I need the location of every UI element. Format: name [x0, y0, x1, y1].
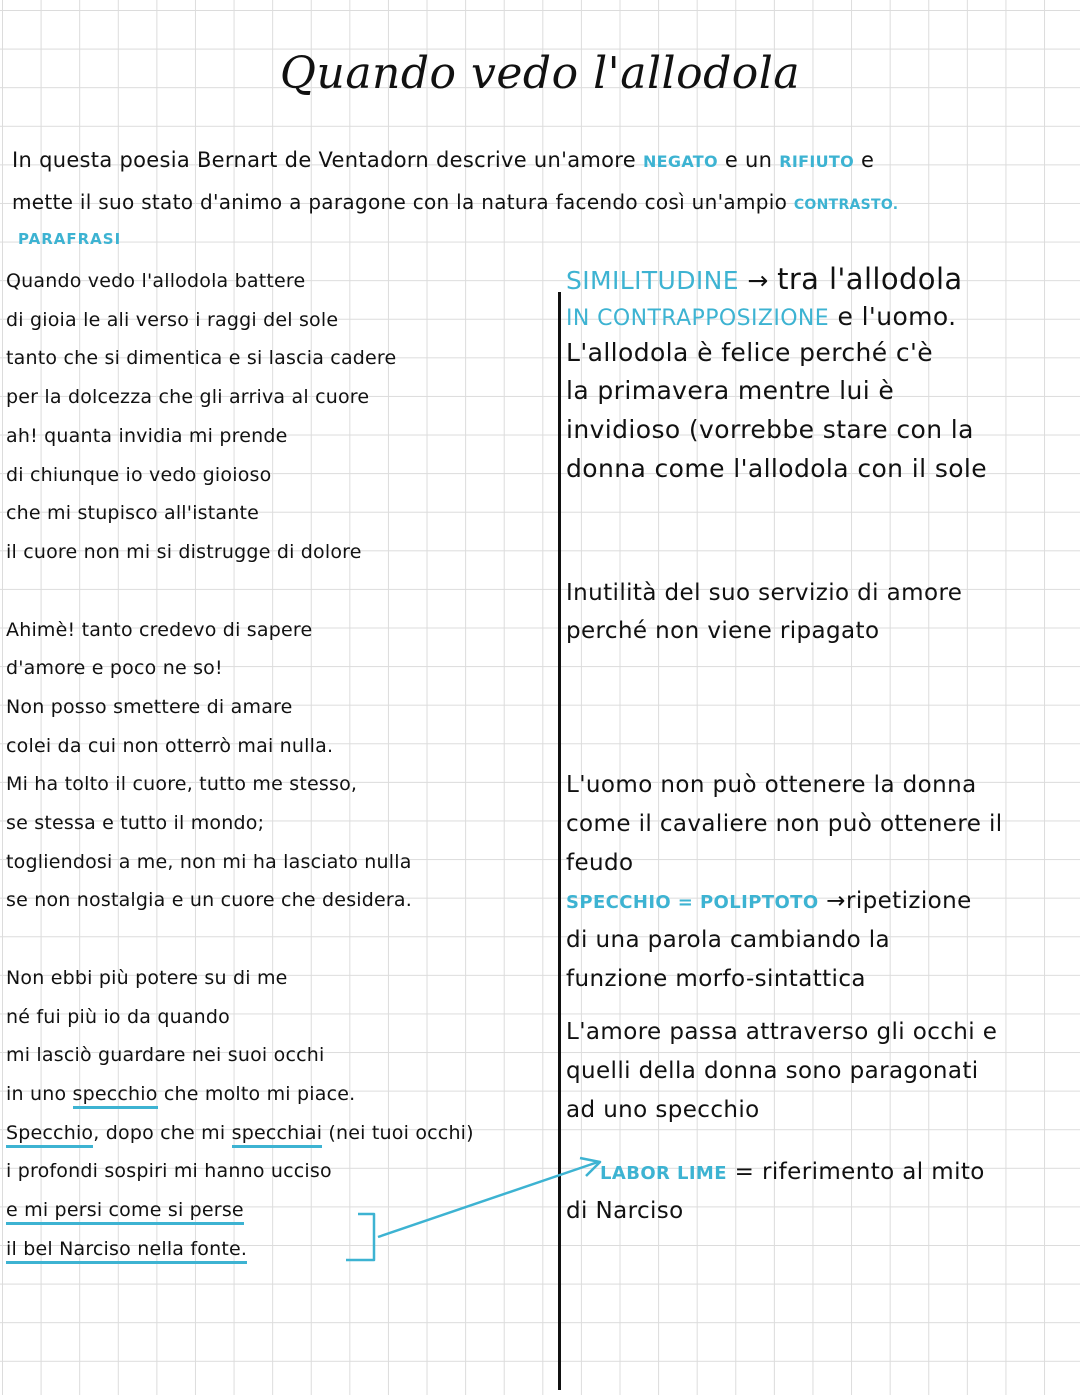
- poem-line: ah! quanta invidia mi prende: [6, 425, 288, 447]
- arrow-icon: →: [747, 266, 769, 295]
- note-text: = riferimento al mito: [726, 1159, 985, 1185]
- note-line: Inutilità del suo servizio di amore: [566, 580, 963, 606]
- keyword-contrasto: CONTRASTO.: [793, 197, 899, 213]
- specchio-label: SPECCHIO = POLIPTOTO: [566, 892, 819, 913]
- labor-lime-label: LABOR LIME: [600, 1163, 727, 1184]
- poem-text: in uno: [6, 1083, 73, 1105]
- contrapposizione-label: IN CONTRAPPOSIZIONE: [566, 306, 830, 331]
- poem-line: di gioia le ali verso i raggi del sole: [6, 309, 339, 331]
- poem-line: Quando vedo l'allodola battere: [6, 270, 306, 292]
- note-line: funzione morfo-sintattica: [566, 966, 866, 992]
- note-text: →ripetizione: [818, 888, 972, 914]
- poem-line: di chiunque io vedo gioioso: [6, 464, 272, 486]
- note-line: L'amore passa attraverso gli occhi e: [566, 1019, 998, 1045]
- poem-line: Ahimè! tanto credevo di sapere: [6, 619, 313, 641]
- underlined-line: e mi persi come si perse: [6, 1199, 244, 1225]
- poem-line: i profondi sospiri mi hanno ucciso: [6, 1160, 332, 1182]
- poem-line: mi lasciò guardare nei suoi occhi: [6, 1044, 325, 1066]
- note-line: la primavera mentre lui è: [566, 376, 895, 405]
- poem-line: né fui più io da quando: [6, 1006, 230, 1028]
- note-line: L'uomo non può ottenere la donna: [566, 772, 977, 798]
- poem-line: tanto che si dimentica e si lascia cadere: [6, 347, 397, 369]
- poem-line: Non posso smettere di amare: [6, 696, 293, 718]
- note-line: L'allodola è felice perché c'è: [566, 338, 934, 367]
- keyword-rifiuto: RIFIUTO: [779, 152, 855, 171]
- keyword-negato: NEGATO: [642, 152, 718, 171]
- note-line: come il cavaliere non può ottenere il: [566, 811, 1003, 837]
- poem-text: che molto mi piace.: [157, 1083, 356, 1105]
- similitudine-label: SIMILITUDINE: [566, 266, 739, 295]
- poem-line: il cuore non mi si distrugge di dolore: [6, 541, 362, 563]
- note-text: tra l'allodola: [777, 262, 963, 296]
- note-line: feudo: [566, 850, 634, 876]
- poem-line: Mi ha tolto il cuore, tutto me stesso,: [6, 773, 358, 795]
- intro-text: In questa poesia Bernart de Ventadorn descrive un'amore: [12, 148, 643, 172]
- intro-text: e un: [717, 148, 780, 172]
- intro-text: mette il suo stato d'animo a paragone con la natura facendo così un'ampio: [12, 190, 794, 214]
- note-line: donna come l'allodola con il sole: [566, 454, 988, 483]
- poem-line: che mi stupisco all'istante: [6, 502, 260, 524]
- underlined-word-specchio: specchio: [73, 1083, 158, 1109]
- intro-text: e: [854, 148, 875, 172]
- poem-line: Non ebbi più potere su di me: [6, 967, 288, 989]
- note-text: e l'uomo.: [837, 302, 957, 331]
- poem-line: se non nostalgia e un cuore che desidera.: [6, 889, 413, 911]
- underlined-word-specchiai: specchiai: [232, 1122, 323, 1148]
- note-line: di Narciso: [566, 1198, 684, 1224]
- note-line: di una parola cambiando la: [566, 927, 891, 953]
- poem-line: colei da cui non otterrò mai nulla.: [6, 735, 334, 757]
- note-line: quelli della donna sono paragonati: [566, 1058, 979, 1084]
- connector-arrow: [378, 1162, 598, 1237]
- note-line: perché non viene ripagato: [566, 618, 880, 644]
- underlined-line: il bel Narciso nella fonte.: [6, 1238, 247, 1264]
- underlined-word-specchio: Specchio: [6, 1122, 93, 1148]
- poem-line: d'amore e poco ne so!: [6, 657, 223, 679]
- poem-line: togliendosi a me, non mi ha lasciato nulla: [6, 851, 412, 873]
- bracket-mark: [346, 1214, 374, 1260]
- poem-text: (nei tuoi occhi): [322, 1122, 474, 1144]
- poem-line: per la dolcezza che gli arriva al cuore: [6, 386, 370, 408]
- parafrasi-heading: PARAFRASI: [18, 230, 122, 248]
- page-title: Quando vedo l'allodola: [279, 48, 801, 99]
- note-line: ad uno specchio: [566, 1097, 760, 1123]
- poem-line: se stessa e tutto il mondo;: [6, 812, 265, 834]
- poem-text: , dopo che mi: [93, 1122, 232, 1144]
- note-line: invidioso (vorrebbe stare con la: [566, 415, 974, 444]
